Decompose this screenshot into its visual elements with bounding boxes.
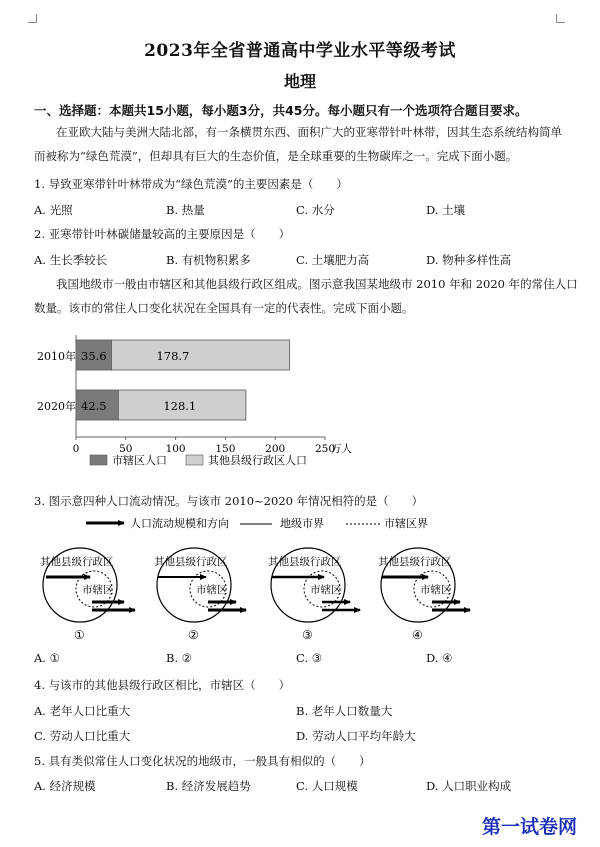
legend-flow-label: 人口流动规模和方向 xyxy=(130,517,229,530)
q3-option-b[interactable]: B. ② xyxy=(166,651,193,665)
diagram-number-label: ③ xyxy=(302,628,313,642)
x-tick-label: 150 xyxy=(215,443,236,455)
population-bar-chart xyxy=(0,330,600,480)
q4-stem: 4. 与该市的其他县级行政区相比，市辖区（ ） xyxy=(34,678,291,692)
diagram-number-label: ① xyxy=(74,628,85,642)
q4-option-d[interactable]: D. 劳动人口平均年龄大 xyxy=(296,729,416,743)
q3-option-a[interactable]: A. ① xyxy=(34,651,60,665)
legend-district-boundary-label: 市辖区界 xyxy=(384,517,428,530)
q2-option-c[interactable]: C. 土壤肥力高 xyxy=(296,253,370,267)
outer-region-label: 其他县级行政区 xyxy=(40,556,114,568)
q1-option-b[interactable]: B. 热量 xyxy=(166,203,205,217)
bar-value-label: 42.5 xyxy=(81,399,107,413)
passage2-line2: 数量。该市的常住人口变化状况在全国具有一定的代表性。完成下面小题。 xyxy=(34,301,414,315)
q3-option-d[interactable]: D. ④ xyxy=(426,651,453,665)
inner-region-label: 市辖区 xyxy=(420,584,452,596)
inner-region-label: 市辖区 xyxy=(82,584,114,596)
category-label: 2020年 xyxy=(37,400,76,413)
x-tick-label: 100 xyxy=(165,443,186,455)
flow-diagram xyxy=(268,548,360,642)
flow-diagram xyxy=(40,548,135,642)
q4-option-b[interactable]: B. 老年人口数量大 xyxy=(296,704,393,718)
bar-segment xyxy=(111,340,289,370)
q2-option-b[interactable]: B. 有机物积累多 xyxy=(166,253,251,267)
q5-option-a[interactable]: A. 经济规模 xyxy=(34,779,96,793)
q5-stem: 5. 具有类似常住人口变化状况的地级市，一般具有相似的（ ） xyxy=(34,754,371,768)
bar-value-label: 178.7 xyxy=(156,349,190,363)
passage2-line1: 我国地级市一般由市辖区和其他县级行政区组成。图示意我国某地级市 2010 年和 2020 年的常住人口 xyxy=(56,277,578,291)
x-tick-label: 250 xyxy=(314,443,336,455)
flow-diagram xyxy=(154,548,246,642)
bar-value-label: 35.6 xyxy=(81,349,107,363)
q1-option-a[interactable]: A. 光照 xyxy=(34,203,73,217)
inner-region-label: 市辖区 xyxy=(310,584,342,596)
legend-city-boundary-label: 地级市界 xyxy=(280,517,324,530)
section-heading: 一、选择题：本题共15小题，每小题3分，共45分。每小题只有一个选项符合题目要求。 xyxy=(34,103,528,118)
bar-value-label: 128.1 xyxy=(163,399,197,413)
q4-option-a[interactable]: A. 老年人口比重大 xyxy=(34,704,131,718)
q1-stem: 1. 导致亚寒带针叶林带成为“绿色荒漠”的主要因素是（ ） xyxy=(34,177,348,191)
inner-region-label: 市辖区 xyxy=(196,584,228,596)
population-flow-diagrams xyxy=(0,510,600,650)
x-tick-label: 50 xyxy=(119,443,133,455)
outer-region-label: 其他县级行政区 xyxy=(378,556,452,568)
q4-option-c[interactable]: C. 劳动人口比重大 xyxy=(34,729,131,743)
flow-diagram xyxy=(378,548,470,642)
diagram-number-label: ② xyxy=(188,628,199,642)
legend-swatch xyxy=(90,455,107,465)
legend-label: 其他县级行政区人口 xyxy=(208,454,307,467)
watermark-text: 第一试卷网 xyxy=(482,816,578,838)
diagram-number-label: ④ xyxy=(412,628,423,642)
flow-legend xyxy=(86,516,428,530)
crop-mark-top-right xyxy=(556,14,565,23)
q1-option-d[interactable]: D. 土壤 xyxy=(426,203,466,217)
q2-option-a[interactable]: A. 生长季较长 xyxy=(34,253,108,267)
crop-mark-top-left xyxy=(28,14,37,23)
q3-option-c[interactable]: C. ③ xyxy=(296,651,323,665)
x-unit-label: 万人 xyxy=(331,443,352,455)
q5-option-d[interactable]: D. 人口职业构成 xyxy=(426,779,512,793)
x-tick-label: 0 xyxy=(72,443,80,455)
q2-stem: 2. 亚寒带针叶林碳储量较高的主要原因是（ ） xyxy=(34,227,291,241)
passage1-line2: 而被称为“绿色荒漠”，但却具有巨大的生态价值，是全球重要的生物碳库之一。完成下面小题。 xyxy=(34,149,518,163)
outer-region-label: 其他县级行政区 xyxy=(154,556,228,568)
category-label: 2010年 xyxy=(37,350,76,363)
exam-title: 2023年全省普通高中学业水平等级考试 xyxy=(144,41,456,61)
passage1-line1: 在亚欧大陆与美洲大陆北部，有一条横贯东西、面积广大的亚寒带针叶林带，因其生态系统结构简单 xyxy=(56,125,562,139)
q1-option-c[interactable]: C. 水分 xyxy=(296,203,335,217)
q3-stem: 3. 图示意四种人口流动情况。与该市 2010~2020 年情况相符的是（ ） xyxy=(34,494,424,508)
legend-swatch xyxy=(186,455,203,465)
q5-option-c[interactable]: C. 人口规模 xyxy=(296,779,358,793)
x-tick-label: 200 xyxy=(265,443,286,455)
outer-region-label: 其他县级行政区 xyxy=(268,556,342,568)
subject-title: 地理 xyxy=(283,72,316,91)
legend-label: 市辖区人口 xyxy=(112,454,167,467)
q5-option-b[interactable]: B. 经济发展趋势 xyxy=(166,779,251,793)
q2-option-d[interactable]: D. 物种多样性高 xyxy=(426,253,512,267)
